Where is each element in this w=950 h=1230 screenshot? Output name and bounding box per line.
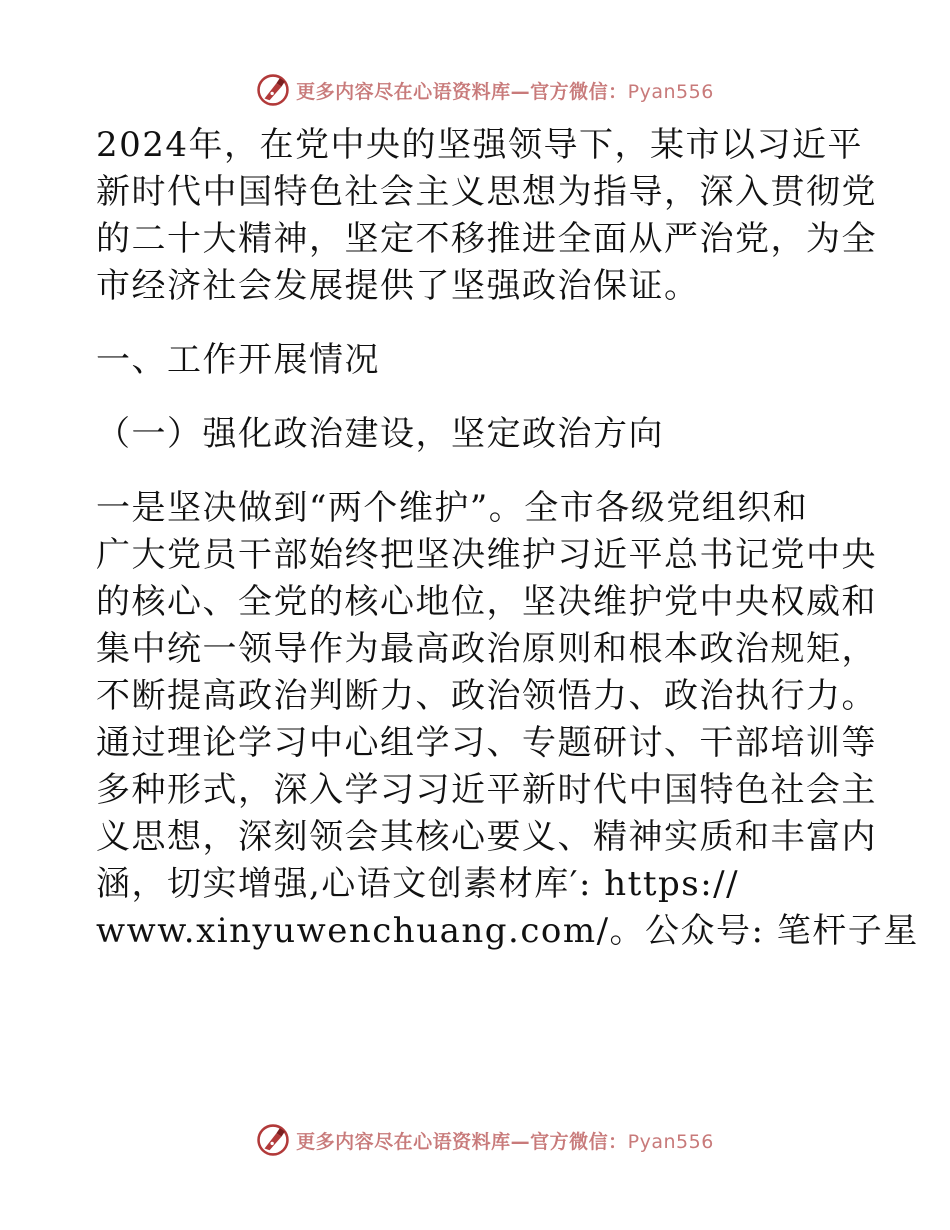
paragraph-gap [96, 310, 856, 337]
body-line-2: 广大党员干部始终把坚决维护习近平总书记党中央 [96, 535, 877, 575]
body-line-5: 不断提高政治判断力、政治领悟力、政治执行力。 [96, 676, 877, 716]
watermark-content [256, 1123, 714, 1157]
watermark-banner-bottom [0, 1120, 950, 1160]
subsection-heading: （一）强化政治建设，坚定政治方向 [96, 414, 664, 454]
watermark-banner-top [0, 70, 950, 110]
watermark-text [296, 1127, 714, 1154]
section-heading: 一、工作开展情况 [96, 340, 380, 380]
watermark-text [296, 77, 714, 104]
body-line-3: 的核心、全党的核心地位，坚决维护党中央权威和 [96, 582, 877, 622]
body-line-9: 涵，切实增强,心语文创素材库′: https:// [96, 864, 740, 904]
watermark-wechat-id: Pyan556 [627, 80, 714, 103]
watermark-label: 更多内容尽在心语资料库—官方微信： [296, 1130, 628, 1153]
document-body [96, 122, 919, 955]
body-line-8: 义思想，深刻领会其核心要义、精神实质和丰富内 [96, 817, 877, 857]
watermark-label: 更多内容尽在心语资料库—官方微信： [296, 80, 628, 103]
intro-line-1: 2024年，在党中央的坚强领导下，某市以习近平 [96, 125, 864, 165]
body-line-10: www.xinyuwenchuang.com/。公众号: 笔杆子星 [96, 911, 919, 951]
watermark-wechat-id: Pyan556 [627, 1130, 714, 1153]
body-line-6: 通过理论学习中心组学习、专题研讨、干部培训等 [96, 723, 877, 763]
pen-nib-logo-icon [256, 73, 290, 107]
intro-line-2: 新时代中国特色社会主义思想为指导，深入贯彻党 [96, 172, 877, 212]
intro-line-3: 的二十大精神，坚定不移推进全面从严治党，为全 [96, 219, 877, 259]
intro-line-4: 市经济社会发展提供了坚强政治保证。 [96, 266, 700, 306]
pen-nib-logo-icon [256, 1123, 290, 1157]
body-line-1: 一是坚决做到“两个维护”。全市各级党组织和 [96, 488, 809, 528]
paragraph-gap [96, 458, 856, 485]
paragraph-gap [96, 384, 856, 411]
body-line-7: 多种形式，深入学习习近平新时代中国特色社会主 [96, 770, 877, 810]
watermark-content [256, 73, 714, 107]
body-line-4: 集中统一领导作为最高政治原则和根本政治规矩， [96, 629, 877, 669]
